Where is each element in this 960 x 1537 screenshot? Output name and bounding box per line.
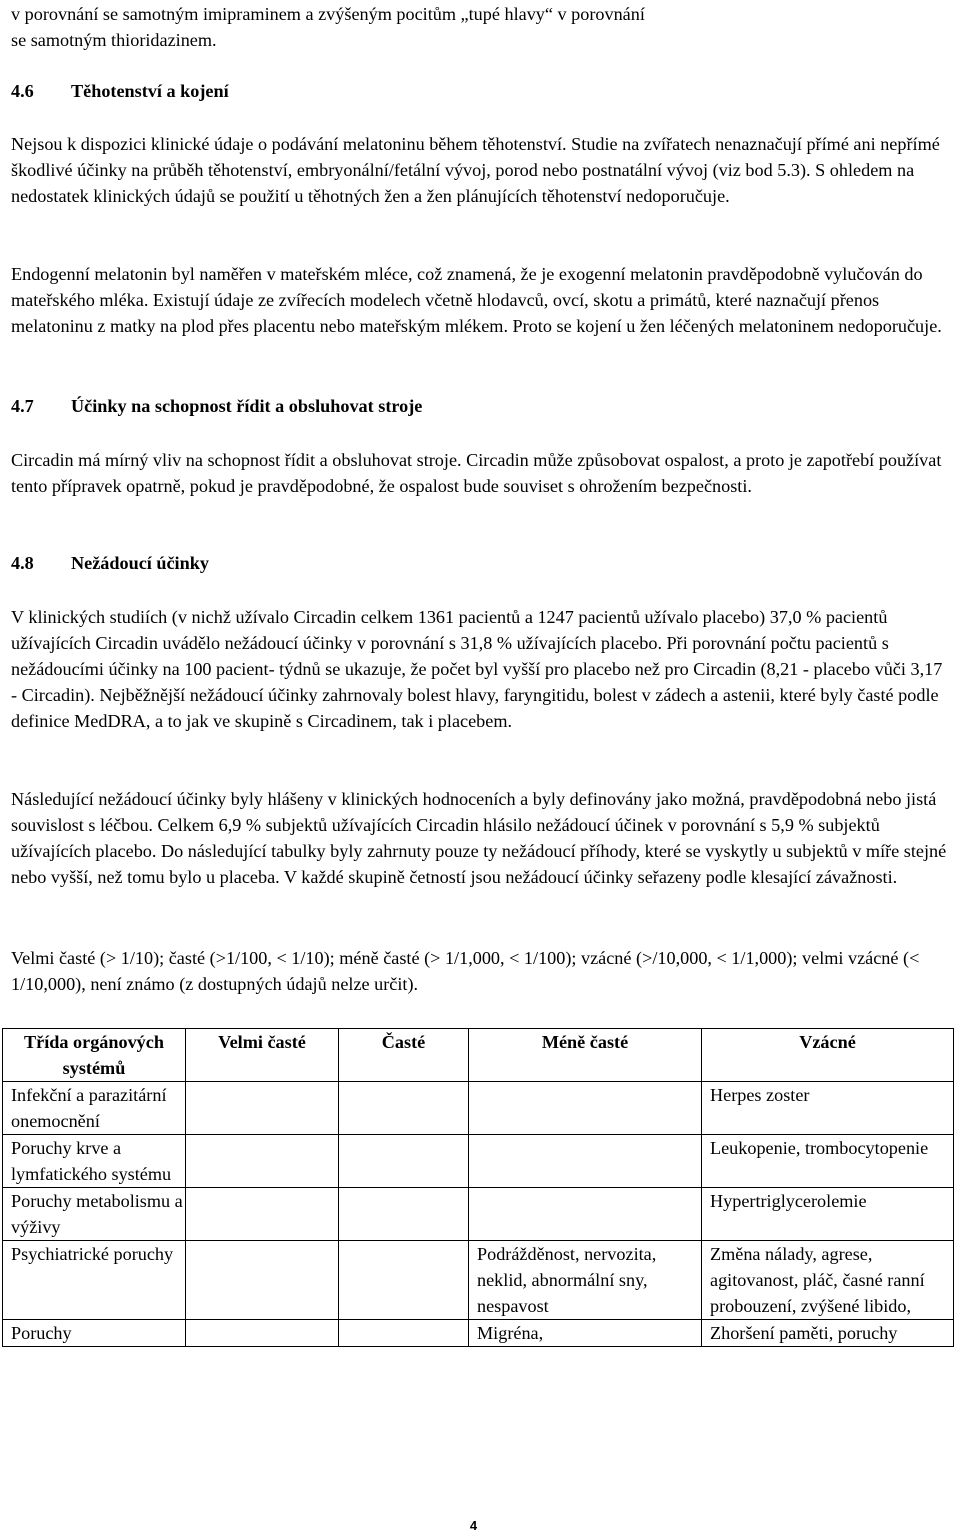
- cell-very-common: [186, 1082, 339, 1135]
- cell-organ: Poruchy krve a lymfatického systému: [3, 1135, 186, 1188]
- header-uncommon: Méně časté: [469, 1029, 702, 1082]
- cell-rare: Změna nálady, agrese, agitovanost, pláč, časné ranní probouzení, zvýšené libido,: [702, 1241, 954, 1320]
- section-4-8-paragraph-2: Následující nežádoucí účinky byly hlášeny v klinických hodnoceních a byly definovány jako možná, pravděpodobná nebo jistá souvislost s léčbou. Celkem 6,9 % subjektů užívajících Circadin hlásilo nežádoucí účinek v porovnání s 5,9 % subjektů užívajících placebo. Do následující tabulky byly zahrnuty pouze ty nežádoucí příhody, které se vyskytly u subjektů v míře stejné nebo vyšší, než tomu bylo u placeba. V každé skupině četností jsou nežádoucí účinky seřazeny podle klesající závažnosti.: [11, 789, 947, 887]
- cell-uncommon: Migréna,: [469, 1320, 702, 1347]
- section-4-6-heading: 4.6 Těhotenství a kojení: [11, 81, 229, 101]
- cell-uncommon: [469, 1135, 702, 1188]
- section-4-6-paragraph-2: Endogenní melatonin byl naměřen v mateřském mléce, což znamená, že je exogenní melatonin pravděpodobně vylučován do mateřského mléka. Existují údaje ze zvířecích modelech včetně hlodavců, ovcí, skotu a primátů, které naznačují přenos melatoninu z matky na plod přes placentu nebo mateřským mlékem. Proto se kojení u žen léčených melatoninem nedoporučuje.: [11, 264, 942, 336]
- header-common: Časté: [339, 1029, 469, 1082]
- cell-common: [339, 1320, 469, 1347]
- cell-common: [339, 1082, 469, 1135]
- table-row: [3, 1188, 954, 1241]
- section-4-6-paragraph-1: Nejsou k dispozici klinické údaje o podávání melatoninu během těhotenství. Studie na zvířatech nenaznačují přímé ani nepřímé škodlivé účinky na průběh těhotenství, embryonální/fetální vývoj, porod nebo postnatální vývoj (viz bod 5.3). S ohledem na nedostatek klinických údajů se použití u těhotných žen a žen plánujících těhotenství nedoporučuje.: [11, 134, 940, 206]
- section-4-7-heading: 4.7 Účinky na schopnost řídit a obsluhovat stroje: [11, 396, 423, 416]
- cell-organ: Infekční a parazitární onemocnění: [3, 1082, 186, 1135]
- cell-organ: Psychiatrické poruchy: [3, 1241, 186, 1320]
- cell-common: [339, 1241, 469, 1320]
- intro-paragraph: v porovnání se samotným imipraminem a zvýšeným pocitům „tupé hlavy“ v porovnání se samotným thioridazinem.: [11, 4, 645, 50]
- cell-very-common: [186, 1135, 339, 1188]
- frequency-definitions: Velmi časté (> 1/10); časté (>1/100, < 1/10); méně časté (> 1/1,000, < 1/100); vzácné (>/10,000, < 1/1,000); velmi vzácné (< 1/10,000), není známo (z dostupných údajů nelze určit).: [11, 948, 920, 994]
- section-4-8-heading: 4.8 Nežádoucí účinky: [11, 553, 209, 573]
- section-4-8-paragraph-1: V klinických studiích (v nichž užívalo Circadin celkem 1361 pacientů a 1247 pacientů užívalo placebo) 37,0 % pacientů užívajících Circadin uvádělo nežádoucí účinky v porovnání s 31,8 % užívajících placebo. Při porovnání počtu pacientů s nežádoucími účinky na 100 pacient- týdnů se ukazuje, že počet byl vyšší pro placebo než pro Circadin (8,21 - placebo vůči 3,17 - Circadin). Nejběžnější nežádoucí účinky zahrnovaly bolest hlavy, faryngitidu, bolest v zádech a astenii, které byly časté podle definice MedDRA, a to jak ve skupině s Circadinem, tak i placebem.: [11, 607, 943, 731]
- cell-very-common: [186, 1320, 339, 1347]
- header-organ-class: Třída orgánových systémů: [3, 1029, 186, 1082]
- table-row: [3, 1241, 954, 1320]
- cell-rare: Leukopenie, trombocytopenie: [702, 1135, 954, 1188]
- cell-rare: Hypertriglycerolemie: [702, 1188, 954, 1241]
- table-row: [3, 1135, 954, 1188]
- cell-uncommon: Podrážděnost, nervozita, neklid, abnormální sny, nespavost: [469, 1241, 702, 1320]
- cell-organ: Poruchy metabolismu a výživy: [3, 1188, 186, 1241]
- table-row: [3, 1082, 954, 1135]
- cell-very-common: [186, 1188, 339, 1241]
- table-header-row: [3, 1029, 954, 1082]
- cell-uncommon: [469, 1188, 702, 1241]
- cell-organ: Poruchy: [3, 1320, 186, 1347]
- section-4-7-paragraph-1: Circadin má mírný vliv na schopnost řídit a obsluhovat stroje. Circadin může způsobovat ospalost, a proto je zapotřebí používat tento přípravek opatrně, pokud je pravděpodobné, že ospalost bude souviset s ohrožením bezpečnosti.: [11, 450, 942, 496]
- cell-rare: Zhoršení paměti, poruchy: [702, 1320, 954, 1347]
- cell-uncommon: [469, 1082, 702, 1135]
- cell-rare: Herpes zoster: [702, 1082, 954, 1135]
- cell-common: [339, 1135, 469, 1188]
- header-very-common: Velmi časté: [186, 1029, 339, 1082]
- page-number: 4: [469, 1518, 478, 1533]
- adverse-effects-table: [2, 1028, 954, 1347]
- cell-common: [339, 1188, 469, 1241]
- header-rare: Vzácné: [702, 1029, 954, 1082]
- table-row: [3, 1320, 954, 1347]
- cell-very-common: [186, 1241, 339, 1320]
